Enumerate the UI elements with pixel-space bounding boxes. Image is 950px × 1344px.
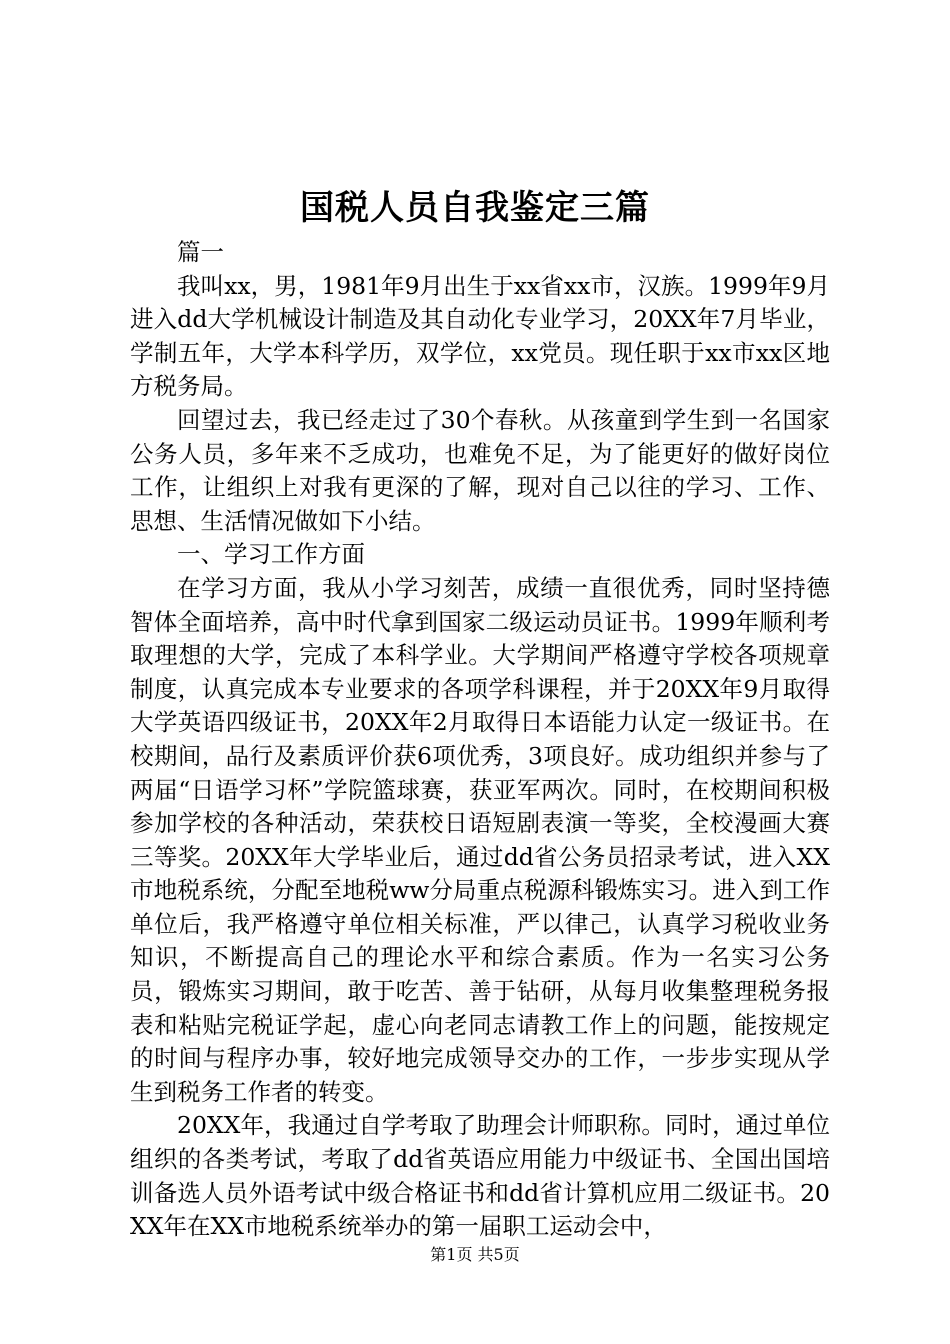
section-heading-part-one: 篇一 xyxy=(177,238,224,266)
body-paragraph: 在学习方面，我从小学习刻苦，成绩一直很优秀，同时坚持德智体全面培养，高中时代拿到国家二级运动员证书。1999年顺利考取理想的大学，完成了本科学业。大学期间严格遵守学校各项规章制度，认真完成本专业要求的各项学科课程，并于20XX年9月取得大学英语四级证书，20XX年2月取得日本语能力认定一级证书。在校期间，品行及素质评价获6项优秀，3项良好。成功组织并参与了两届“日语学习杯”学院篮球赛，获亚军两次。同时，在校期间积极参加学校的各种活动，荣获校日语短剧表演一等奖，全校漫画大赛三等奖。20XX年大学毕业后，通过dd省公务员招录考试，进入XX市地税系统，分配至地税ww分局重点税源科锻炼实习。进入到工作单位后，我严格遵守单位相关标准，严以律己，认真学习税收业务知识，不断提高自己的理论水平和综合素质。作为一名实习公务员，锻炼实习期间，敢于吃苦、善于钻研，从每月收集整理税务报表和粘贴完税证学起，虚心向老同志请教工作上的问题，能按规定的时间与程序办事，较好地完成领导交办的工作，一步步实现从学生到税务工作者的转变。 xyxy=(130,573,830,1106)
body-paragraph: 回望过去，我已经走过了30个春秋。从孩童到学生到一名国家公务人员，多年来不乏成功，也难免不足，为了能更好的做好岗位工作，让组织上对我有更深的了解，现对自己以往的学习、工作、思想、生活情况做如下小结。 xyxy=(130,405,830,535)
document-title: 国税人员自我鉴定三篇 xyxy=(300,188,650,228)
body-paragraph: 20XX年，我通过自学考取了助理会计师职称。同时，通过单位组织的各类考试，考取了dd省英语应用能力中级证书、全国出国培训备选人员外语考试中级合格证书和dd省计算机应用二级证书。20XX年在XX市地税系统举办的第一届职工运动会中， xyxy=(130,1111,830,1241)
body-paragraph: 我叫xx，男，1981年9月出生于xx省xx市，汉族。1999年9月进入dd大学机械设计制造及其自动化专业学习，20XX年7月毕业，学制五年，大学本科学历，双学位，xx党员。现任职于xx市xx区地方税务局。 xyxy=(130,271,830,401)
document-body xyxy=(130,236,830,1244)
page-number-footer: 第1页 共5页 xyxy=(430,1245,520,1264)
section-heading-study-work: 一、学习工作方面 xyxy=(177,540,365,569)
